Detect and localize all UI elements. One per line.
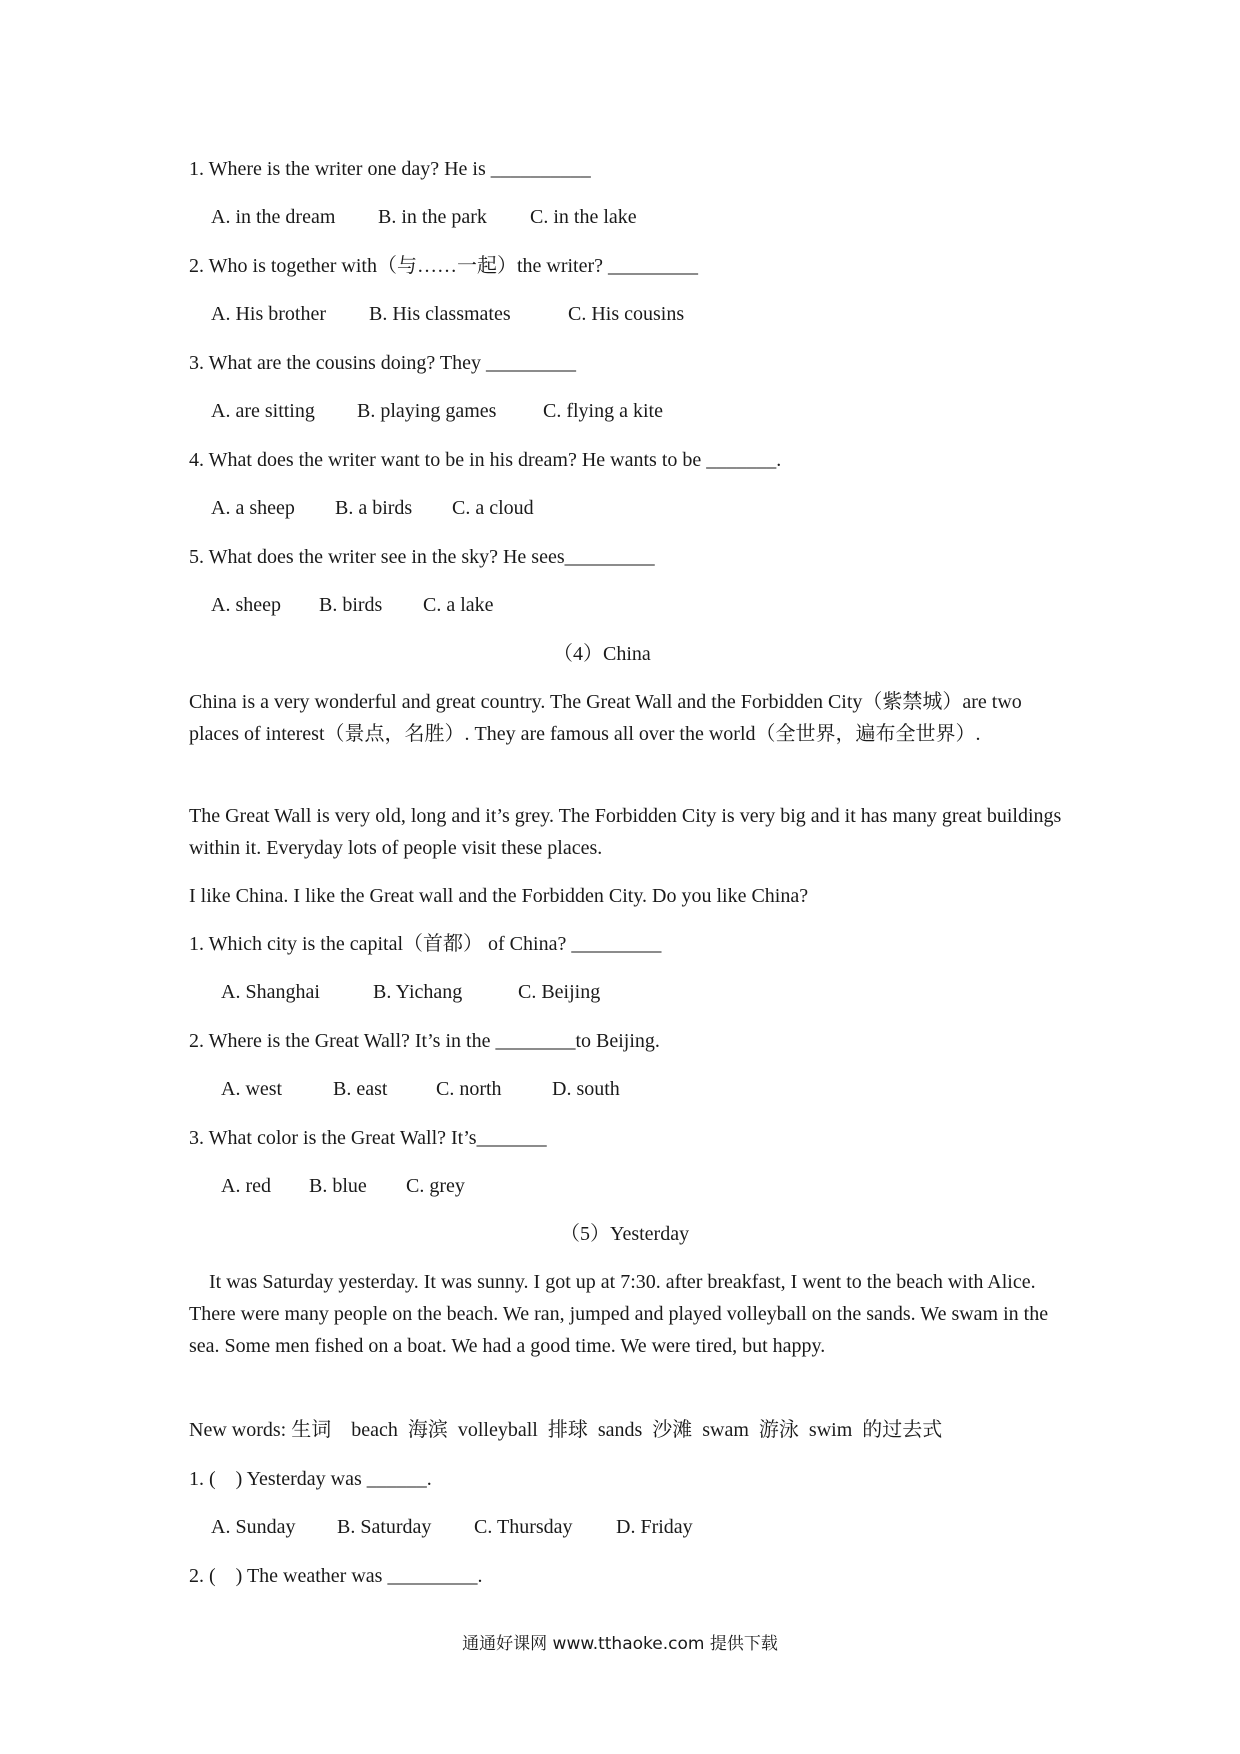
question-stem: 2. Who is together with（与……一起）the writer? _________ <box>189 255 699 277</box>
option: B. in the park <box>378 206 487 228</box>
question-stem: 3. What are the cousins doing? They _________ <box>189 352 576 374</box>
option: C. in the lake <box>530 206 637 228</box>
option: C. flying a kite <box>543 400 663 422</box>
option: C. a lake <box>423 594 494 616</box>
option: B. Saturday <box>337 1516 432 1538</box>
question-stem: 2. Where is the Great Wall? It’s in the ________to Beijing. <box>189 1030 660 1052</box>
option: A. are sitting <box>211 400 315 422</box>
question-stem: 3. What color is the Great Wall? It’s_______ <box>189 1127 547 1149</box>
option: A. red <box>221 1175 271 1197</box>
page-footer: 通通好课网 www.tthaoke.com 提供下载 <box>462 1634 778 1654</box>
option: A. His brother <box>211 303 326 325</box>
option: A. in the dream <box>211 206 336 228</box>
passage-paragraph: The Great Wall is very old, long and it’s grey. The Forbidden City is very big and it has many great buildings within it. Everyday lots of people visit these places. <box>189 805 1062 859</box>
question-stem: 2. ( ) The weather was _________. <box>189 1565 483 1587</box>
option: A. west <box>221 1078 283 1100</box>
option: D. Friday <box>616 1516 693 1538</box>
section-title: （4）China <box>553 643 651 665</box>
question-stem: 1. Where is the writer one day? He is __________ <box>189 158 591 180</box>
option: A. a sheep <box>211 497 295 519</box>
option: C. north <box>436 1078 502 1100</box>
option: C. Beijing <box>518 981 601 1003</box>
passage-paragraph: It was Saturday yesterday. It was sunny. I got up at 7:30. after breakfast, I went to the beach with Alice. There were many people on the beach. We ran, jumped and played volleyball on the sands. We swam in the sea. Some men fished on a boat. We had a good time. We were tired, but happy. <box>189 1271 1049 1357</box>
option: B. east <box>333 1078 388 1100</box>
option: B. Yichang <box>373 981 463 1003</box>
option: D. south <box>552 1078 620 1100</box>
passage-paragraph: I like China. I like the Great wall and the Forbidden City. Do you like China? <box>189 885 809 907</box>
option: A. Sunday <box>211 1516 296 1538</box>
option: C. grey <box>406 1175 465 1197</box>
option: B. birds <box>319 594 383 616</box>
option: B. His classmates <box>369 303 511 325</box>
option: A. sheep <box>211 594 281 616</box>
option: B. a birds <box>335 497 413 519</box>
option: C. His cousins <box>568 303 685 325</box>
option: B. blue <box>309 1175 367 1197</box>
question-stem: 1. ( ) Yesterday was ______. <box>189 1468 432 1490</box>
option: C. Thursday <box>474 1516 573 1538</box>
option: C. a cloud <box>452 497 534 519</box>
section-title: （5）Yesterday <box>560 1223 690 1245</box>
option: A. Shanghai <box>221 981 320 1003</box>
question-stem: 5. What does the writer see in the sky? He sees_________ <box>189 546 655 568</box>
question-stem: 1. Which city is the capital（首都） of China? _________ <box>189 933 662 955</box>
passage-paragraph: China is a very wonderful and great country. The Great Wall and the Forbidden City（紫禁城）are two places of interest（景点，名胜）. They are famous all over the world（全世界，遍布全世界）. <box>189 691 1022 745</box>
new-words: New words: 生词 beach 海滨 volleyball 排球 sands 沙滩 swam 游泳 swim 的过去式 <box>189 1419 943 1441</box>
option: B. playing games <box>357 400 497 422</box>
question-stem: 4. What does the writer want to be in his dream? He wants to be _______. <box>189 449 782 471</box>
